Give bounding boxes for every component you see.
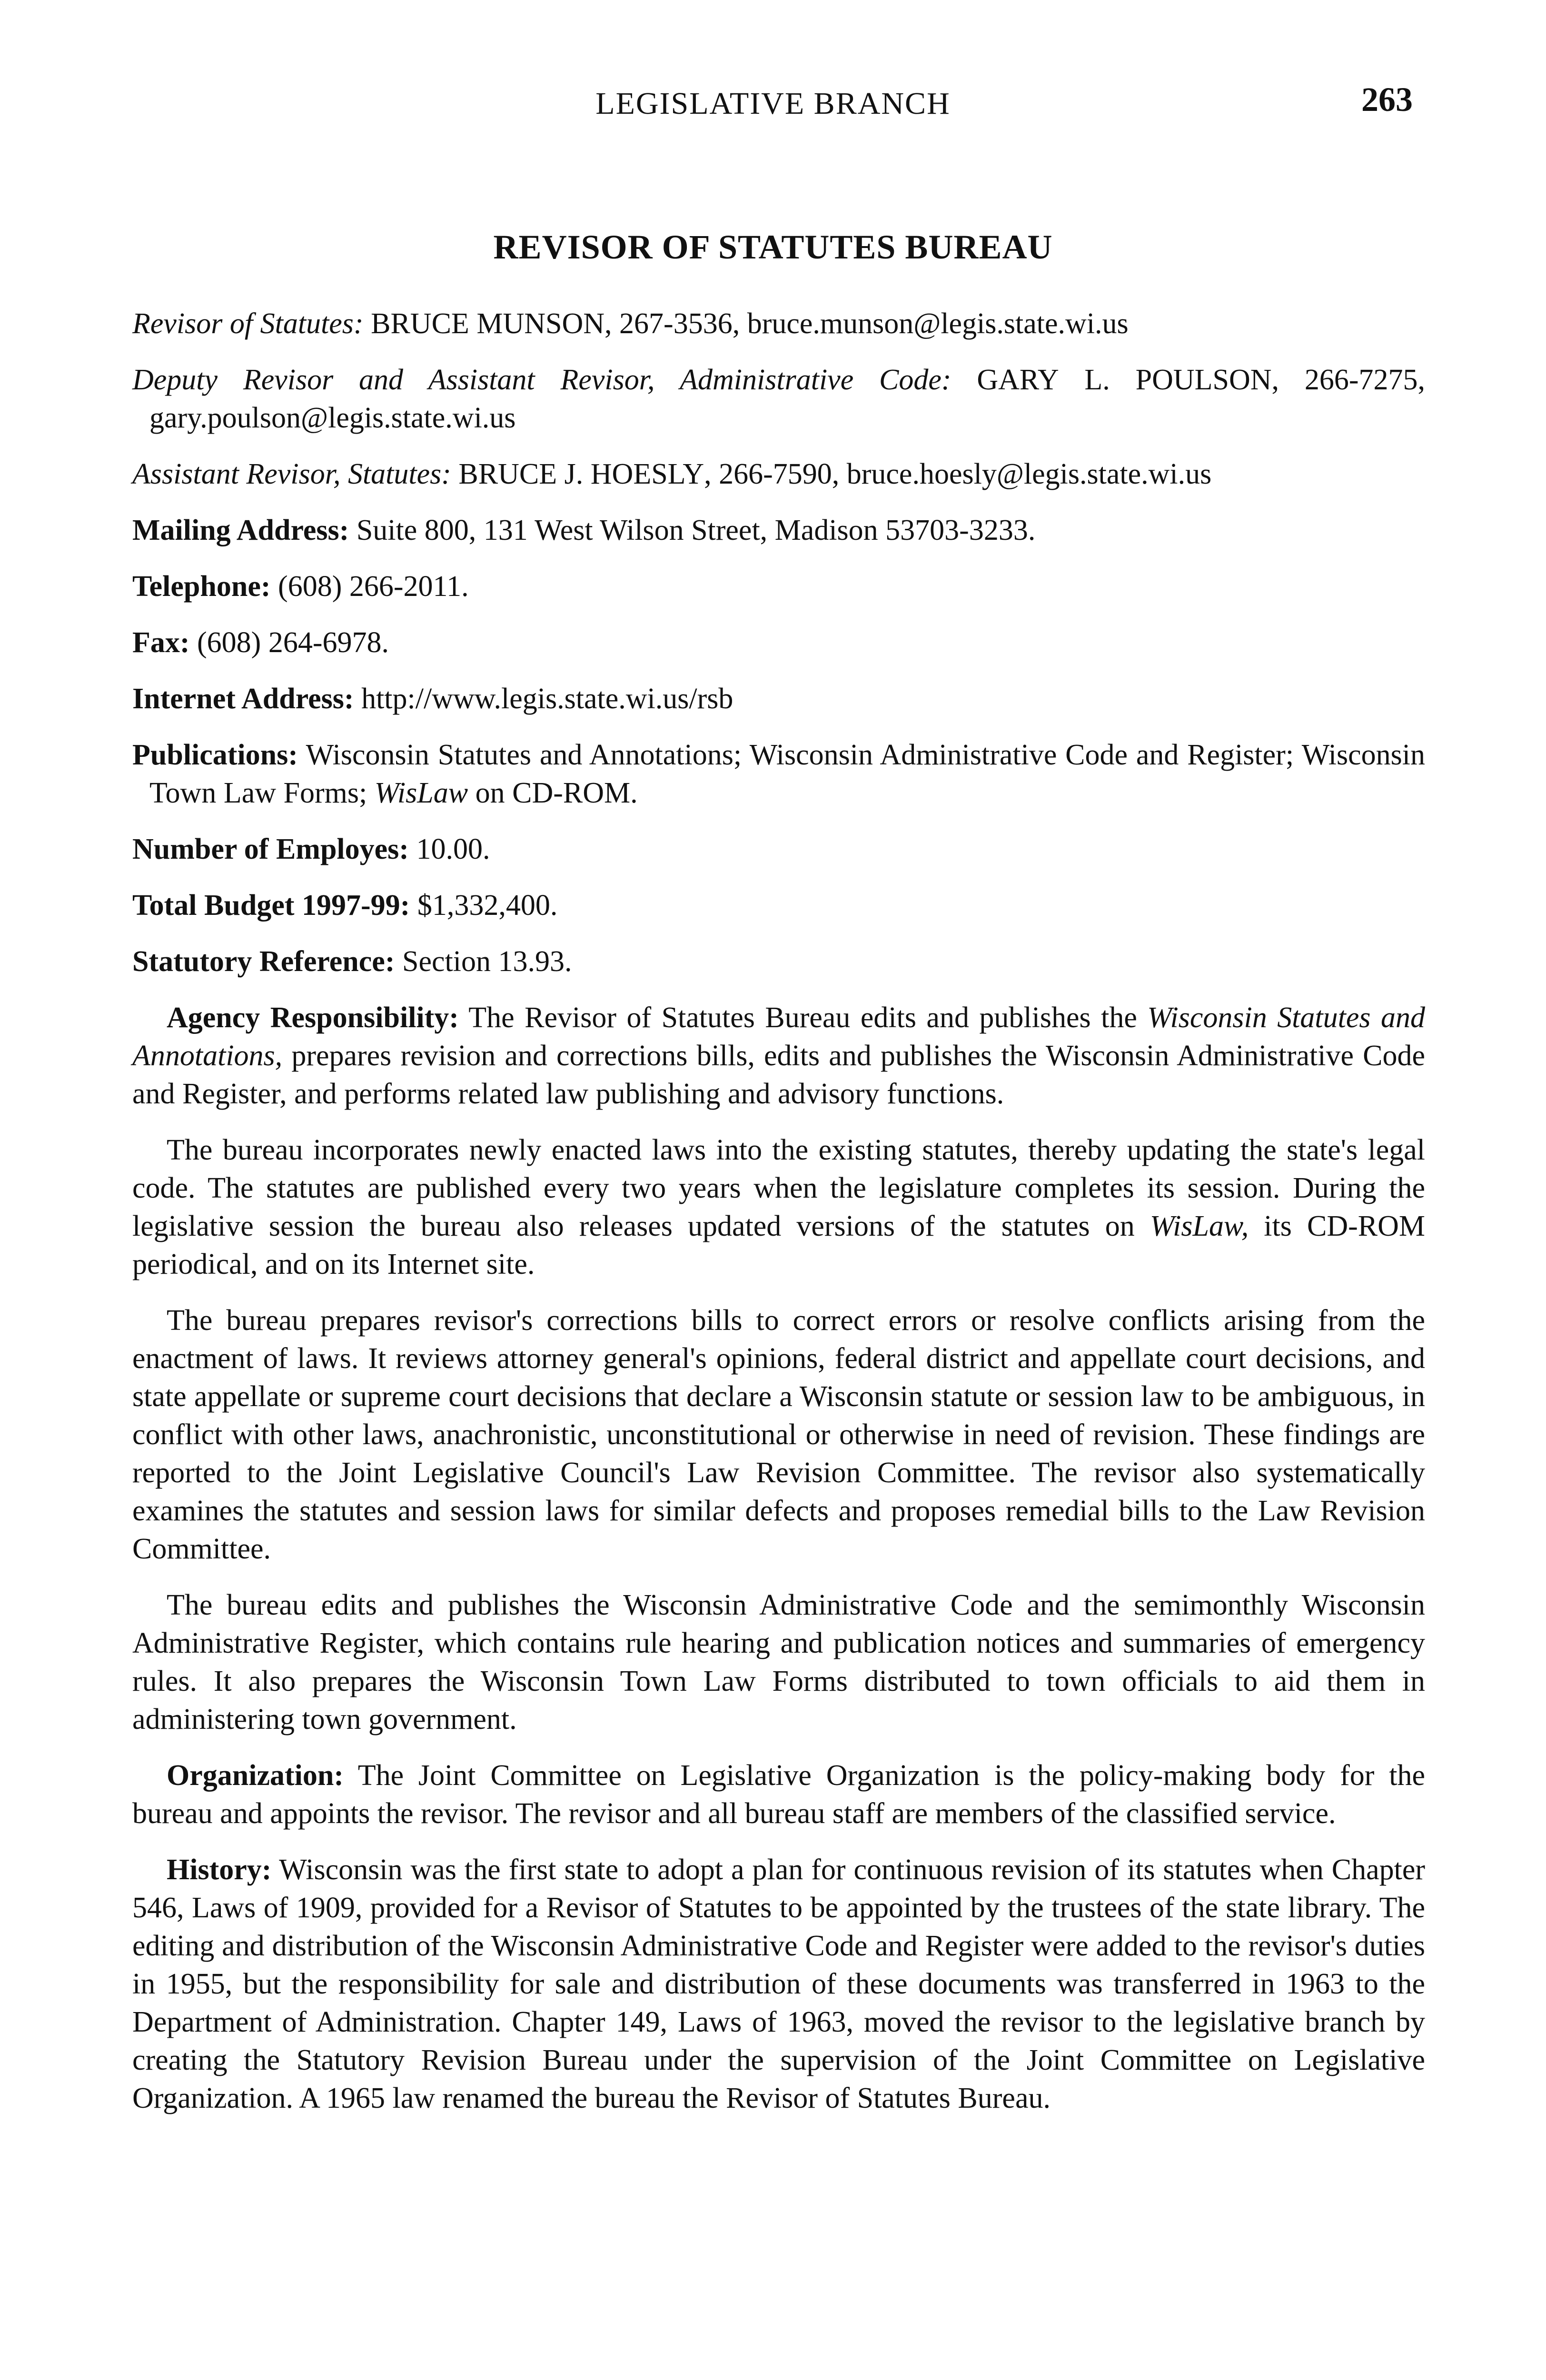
paragraph-text: The bureau incorporates newly enacted laws into the existing statutes, thereby updating the state's legal code. The statutes are published every two years when the legislature completes its session. During the legislative session the bureau also releases updated versions of the statutes on — [132, 1134, 1425, 1242]
paragraph-corrections-bills: The bureau prepares revisor's corrections bills to correct errors or resolve conflicts arising from the enactment of laws. It reviews attorney general's opinions, federal district and appellate court decisions, and state appellate or supreme court decisions that declare a Wisconsin statute or session law to be ambiguous, in conflict with other laws, anachronistic, unconstitutional or otherwise in need of revision. These findings are reported to the Joint Legislative Council's Law Revision Committee. The revisor also systematically examines the statutes and session laws for similar defects and proposes remedial bills to the Law Revision Committee. — [132, 1304, 1425, 1565]
fact-value: (608) 264-6978. — [189, 626, 389, 659]
paragraph-label: Agency Responsibility: — [167, 1002, 459, 1034]
paragraph-text: Wisconsin was the first state to adopt a plan for continuous revision of its statutes when Chapter 546, Laws of 1909, provided for a Revisor of Statutes to be appointed by the trustees of the state library. The editing and distribution of the Wisconsin Administrative Code and Register were added to the revisor's duties in 1955, but the responsibility for sale and distribution of these documents was transferred in 1963 to the Department of Administration. Chapter 149, Laws of 1963, moved the revisor to the legislative branch by creating the Statutory Revision Bureau under the supervision of the Joint Committee on Legislative Organization. A 1965 law renamed the bureau the Revisor of Statutes Bureau. — [132, 1854, 1425, 2114]
staff-name-part: OESLY — [612, 458, 704, 490]
staff-name-part: RUCE — [390, 307, 469, 340]
fact-label: Publications: — [132, 739, 298, 771]
fact-label: Telephone: — [132, 570, 271, 603]
fact-label: Statutory Reference: — [132, 945, 395, 978]
fact-value: Section 13.93. — [395, 945, 572, 978]
staff-name-part: B — [371, 307, 391, 340]
fact-value: Wisconsin Statutes and Annotations; Wisconsin Administrative Code and Register; Wisconsin Town Law Forms; — [149, 739, 1425, 809]
paragraph-agency-responsibility — [132, 999, 1425, 1113]
paragraph-history — [132, 1851, 1425, 2117]
page-title: REVISOR OF STATUTES BUREAU — [493, 228, 1053, 266]
paragraph-label: History: — [167, 1854, 272, 1886]
number-of-employes — [132, 830, 1425, 868]
staff-role: Revisor of Statutes: — [132, 307, 364, 340]
running-head-rest-2: RANCH — [835, 86, 951, 121]
staff-contact: , 267-3536, bruce.munson@legis.state.wi.us — [605, 307, 1129, 340]
paragraph-administrative-code: The bureau edits and publishes the Wisconsin Administrative Code and the semimonthly Wisconsin Administrative Register, which contains rule hearing and publication notices and summaries of emergency rules. It also prepares the Wisconsin Town Law Forms distributed to town officials to aid them in administering town government. — [132, 1589, 1425, 1735]
running-head — [0, 86, 1546, 122]
fact-label: Number of Employes: — [132, 833, 409, 865]
staff-name-part: OULSON — [1152, 364, 1272, 396]
publications — [132, 736, 1425, 812]
staff-entry-assistant — [132, 455, 1425, 493]
staff-entry-revisor — [132, 305, 1425, 343]
paragraph-text: The Revisor of Statutes Bureau edits and publishes the — [458, 1002, 1148, 1034]
fact-label: Total Budget 1997-99: — [132, 889, 410, 922]
staff-name-part: ARY — [998, 364, 1059, 396]
running-head-rest-1: EGISLATIVE — [615, 86, 805, 121]
paragraph-text: prepares revision and corrections bills, edits and publishes the Wisconsin Administrative Code and Register, and performs related law publishing and advisory functions. — [132, 1040, 1425, 1110]
fact-value-emphasis: WisLaw — [374, 777, 468, 809]
staff-name-part: M — [469, 307, 503, 340]
running-head-initial-1: L — [595, 86, 616, 121]
fax — [132, 624, 1425, 662]
paragraph-label: Organization: — [167, 1759, 344, 1792]
fact-value: (608) 266-2011. — [270, 570, 469, 603]
fact-value: 10.00. — [408, 833, 490, 865]
fact-label: Fax: — [132, 626, 190, 659]
paragraph-text: its CD-ROM periodical, and on its Internet site. — [132, 1210, 1426, 1280]
staff-name-part: UNSON — [503, 307, 605, 340]
fact-label: Internet Address: — [132, 683, 354, 715]
staff-entry-deputy — [132, 361, 1425, 437]
mailing-address — [132, 511, 1425, 549]
body-content — [132, 305, 1425, 2135]
staff-contact: , 266-7590, bruce.hoesly@legis.state.wi.us — [704, 458, 1212, 490]
running-head-initial-2: B — [813, 86, 836, 121]
staff-name-part: L. P — [1059, 364, 1152, 396]
page-number: 263 — [1361, 80, 1413, 119]
fact-value: $1,332,400. — [410, 889, 558, 922]
staff-name-part: J. H — [557, 458, 612, 490]
fact-value: http://www.legis.state.wi.us/rsb — [354, 683, 733, 715]
paragraph-organization — [132, 1756, 1425, 1833]
telephone — [132, 567, 1425, 605]
paragraph-emphasis: WisLaw, — [1150, 1210, 1249, 1242]
staff-role: Assistant Revisor, Statutes: — [132, 458, 451, 490]
staff-role: Deputy Revisor and Assistant Revisor, Administrative Code: — [132, 364, 951, 396]
paragraph-emphasis: Wisconsin Statutes and Annotations, — [132, 1002, 1425, 1072]
fact-value: on CD-ROM. — [468, 777, 638, 809]
staff-name-part: RUCE — [478, 458, 557, 490]
statutory-reference — [132, 942, 1425, 981]
fact-value: Suite 800, 131 West Wilson Street, Madison 53703-3233. — [349, 514, 1036, 546]
staff-name-part: G — [977, 364, 999, 396]
staff-contact: , 266-7275, gary.poulson@legis.state.wi.us — [149, 364, 1425, 434]
paragraph-text: The Joint Committee on Legislative Organization is the policy-making body for the bureau and appoints the revisor. The revisor and all bureau staff are members of the classified service. — [132, 1759, 1425, 1830]
staff-name-part: B — [458, 458, 478, 490]
total-budget — [132, 886, 1425, 924]
paragraph-statutes — [132, 1131, 1425, 1283]
fact-label: Mailing Address: — [132, 514, 349, 546]
internet-address — [132, 680, 1425, 718]
